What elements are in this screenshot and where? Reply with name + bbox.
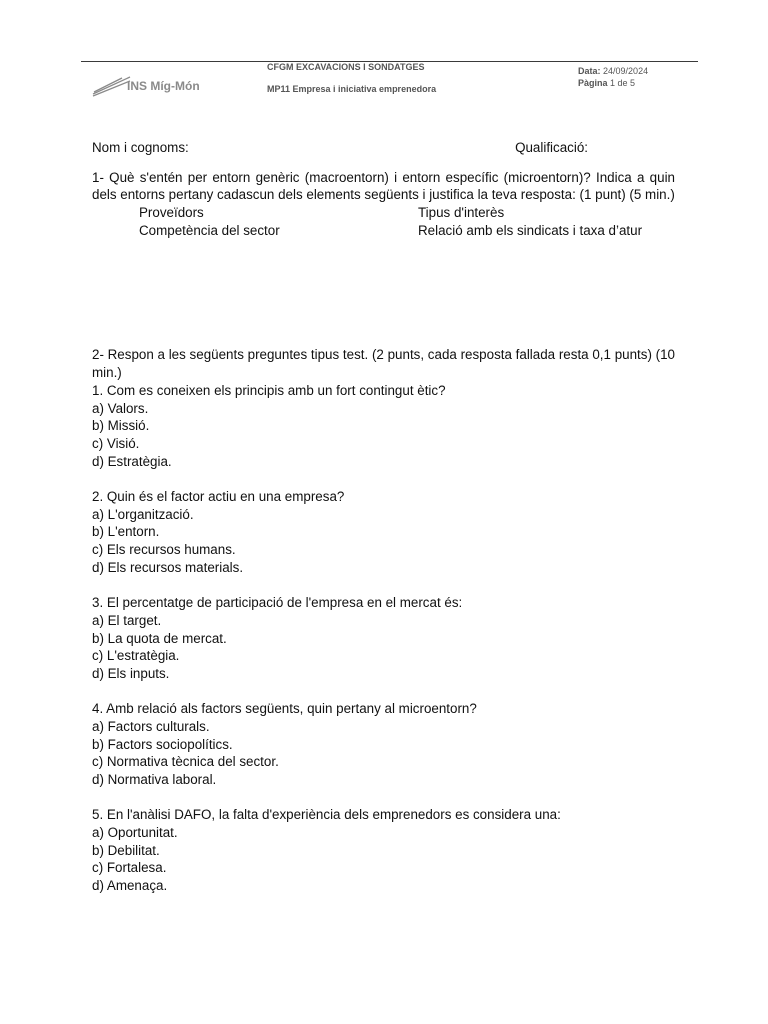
test-question-text: 1. Com es coneixen els principis amb un fort contingut ètic? [92,382,446,398]
test-question-text: 3. El percentatge de participació de l'empresa en el mercat és: [92,595,463,611]
page-value: 1 de 5 [610,78,636,88]
list-item: Tipus d'interès [418,205,505,221]
course-title: CFGM EXCAVACIONS I SONDATGES [267,62,425,72]
question-1-text: 1- Què s'entén per entorn genèric (macroentorn) i entorn específic (microentorn)? Indica a quin dels entorns pertany cadascun dels elements següents i justifica la teva resposta: (1 punt) (5 min.) [92,169,675,203]
test-option: b) La quota de mercat. [92,630,227,646]
question-1-items-row [92,204,675,222]
test-question-text: 5. En l'anàlisi DAFO, la falta d'experiència dels emprenedors es considera una: [92,807,561,823]
test-option: c) L'estratègia. [92,648,180,664]
test-option: c) Fortalesa. [92,860,167,876]
question-2-intro: 2- Respon a les següents preguntes tipus test. (2 punts, cada resposta fallada resta 0,1 punts) (10 min.) [92,347,675,381]
student-fields [92,139,675,157]
test-option: b) L'entorn. [92,524,160,540]
test-option: d) Estratègia. [92,453,172,469]
name-field-label: Nom i cognoms: [92,140,189,155]
test-option: b) Debilitat. [92,842,160,858]
school-name: INS Míg-Món [127,79,200,93]
test-question [92,700,675,788]
module-title: MP11 Empresa i iniciativa emprenedora [267,84,437,94]
list-item: Proveïdors [139,205,204,221]
test-option: a) Valors. [92,400,149,416]
test-option: d) Normativa laboral. [92,772,217,787]
test-question-text: 4. Amb relació als factors següents, quin pertany al microentorn? [92,701,477,717]
test-question [92,382,675,470]
grade-field-label: Qualificació: [515,140,588,155]
school-logo-icon [92,74,132,98]
test-question [92,806,675,894]
page-number [578,78,635,88]
test-option: d) Amenaça. [92,878,168,894]
list-item: Relació amb els sindicats i taxa d’atur [418,222,643,238]
test-question-text: 2. Quin és el factor actiu en una empresa? [92,489,345,504]
exam-date [578,66,648,76]
answer-space [92,239,675,346]
test-option: a) Factors culturals. [92,718,210,734]
test-option: a) El target. [92,612,162,628]
page-label: Pàgina [578,78,608,88]
exam-body [92,139,675,895]
test-option: d) Els inputs. [92,665,170,681]
test-question [92,488,675,576]
test-question [92,594,675,682]
test-option: b) Missió. [92,418,150,434]
test-option: a) Oportunitat. [92,825,178,841]
school-logo [92,74,222,98]
question-1-items-row [92,222,675,240]
test-option: c) Visió. [92,435,140,451]
test-option: d) Els recursos materials. [92,559,244,575]
test-option: c) Els recursos humans. [92,542,236,558]
test-option: b) Factors sociopolítics. [92,736,233,752]
date-label: Data: [578,66,601,76]
date-value: 24/09/2024 [603,66,649,76]
test-option: a) L'organització. [92,506,194,522]
test-option: c) Normativa tècnica del sector. [92,754,279,770]
list-item: Competència del sector [139,222,280,238]
